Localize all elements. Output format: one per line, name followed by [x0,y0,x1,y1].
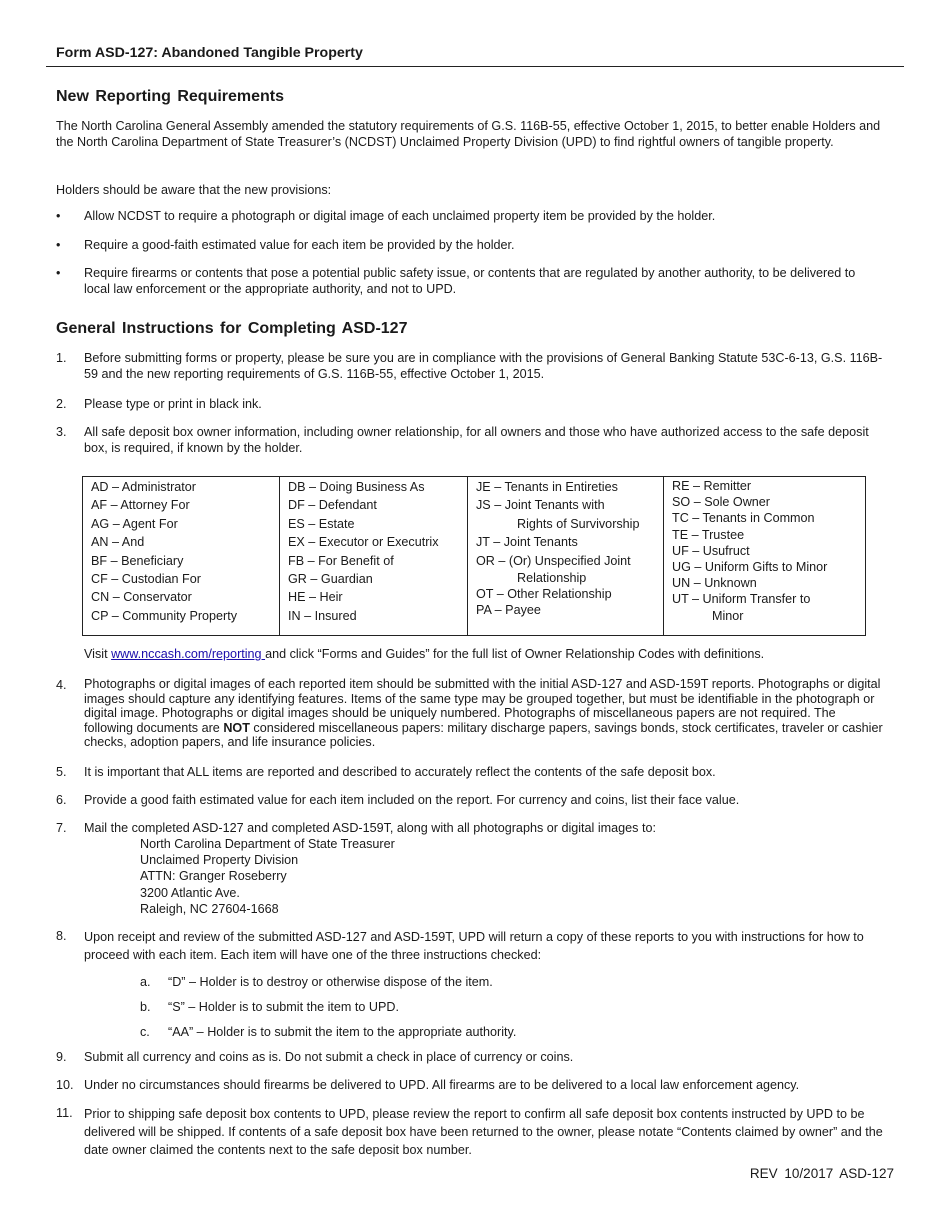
code-entry: CF – Custodian For [91,572,201,587]
section-heading-general-instructions: General Instructions for Completing ASD-127 [56,320,408,337]
code-entry: PA – Payee [476,603,541,618]
code-entry: Minor [712,608,744,623]
code-entry: DF – Defendant [288,498,377,513]
code-entry: JT – Joint Tenants [476,535,578,550]
code-entry: UN – Unknown [672,576,757,591]
form-header [46,45,904,67]
code-entry: AN – And [91,535,145,550]
codes-column-4 [664,477,865,635]
code-entry: DB – Doing Business As [288,480,425,494]
code-entry: Relationship [517,571,587,586]
code-entry: IN – Insured [288,608,357,623]
code-entry: UG – Uniform Gifts to Minor [672,560,828,575]
code-entry: BF – Beneficiary [91,553,184,568]
code-entry: Rights of Survivorship [517,516,640,531]
code-entry: UT – Uniform Transfer to [672,592,811,607]
bullet-icon: • [56,209,61,223]
code-entry: CP – Community Property [91,608,238,623]
aware-paragraph: Holders should be aware that the new provisions: [56,183,332,197]
code-entry: JS – Joint Tenants with [476,498,605,513]
code-entry: UF – Usufruct [672,543,750,558]
code-entry: GR – Guardian [288,572,373,587]
mailing-address: North Carolina Department of State Treasurer Unclaimed Property Division ATTN: Granger Roseberry 3200 Atlantic Ave. Raleigh, NC 27604-1668 [140,837,395,916]
bullet-icon: • [56,266,61,280]
code-entry: OR – (Or) Unspecified Joint [476,553,631,568]
code-entry: FB – For Benefit of [288,553,394,568]
code-entry: SO – Sole Owner [672,495,770,510]
form-title: Form ASD-127: Abandoned Tangible Property [56,45,363,61]
code-entry: JE – Tenants in Entireties [476,480,618,494]
owner-relationship-codes-table [82,476,866,636]
code-entry: HE – Heir [288,590,343,605]
code-entry: TE – Trustee [672,527,745,542]
code-entry: RE – Remitter [672,479,752,493]
code-entry: AG – Agent For [91,516,178,531]
code-entry: OT – Other Relationship [476,587,612,602]
reporting-link[interactable]: www.nccash.com/reporting [111,647,266,661]
code-entry: AD – Administrator [91,480,196,494]
codes-column-3 [468,477,664,635]
codes-column-1 [83,477,280,635]
code-entry: EX – Executor or Executrix [288,535,439,550]
revision-footer: REV 10/2017 ASD-127 [749,1166,894,1181]
code-entry: ES – Estate [288,516,355,531]
code-entry: AF – Attorney For [91,498,190,513]
section-heading-new-requirements: New Reporting Requirements [56,88,285,105]
intro-paragraph: The North Carolina General Assembly amended the statutory requirements of G.S. 116B-55, effective October 1, 2015, to better enable Holders and the North Carolina Department of State Treasurer’s (NCDST) Unclaimed Property Division (UPD) to find rightful owners of tangible property. [56,119,881,150]
code-entry: CN – Conservator [91,590,192,605]
code-entry: TC – Tenants in Common [672,511,815,526]
visit-note: Visit www.nccash.com/reporting and click “Forms and Guides” for the full list of Owner Relationship Codes with definitions. [84,647,765,661]
codes-column-2 [280,477,468,635]
bullet-icon: • [56,238,61,252]
